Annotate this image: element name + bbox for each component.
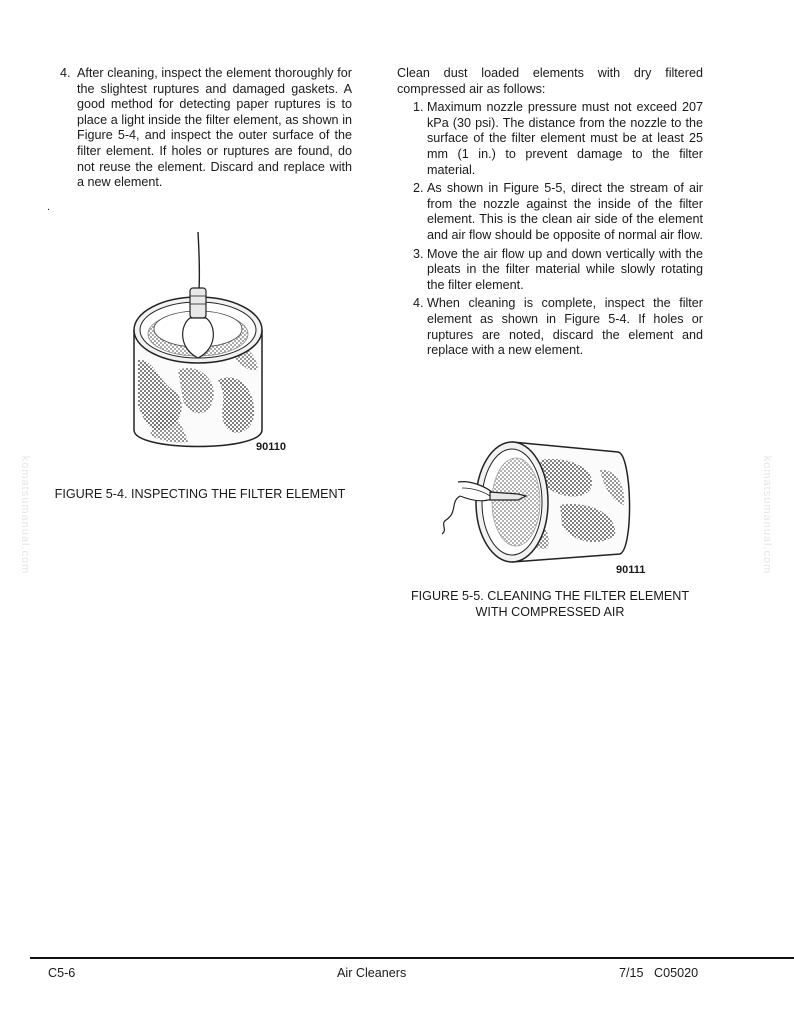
cleaning-intro: Clean dust loaded elements with dry filtered compressed air as follows: <box>397 66 703 96</box>
footer-divider <box>30 957 794 959</box>
step-number: 3. <box>413 246 424 261</box>
step-text: After cleaning, inspect the element thoroughly for the slightest ruptures and damaged gaskets. A good method for detecting paper ruptures is to place a light inside the filter element, as shown in Figure 5-4, and inspect the outer surface of the filter element. If holes or ruptures are found, do not reuse the element. Discard and replace with a new element. <box>77 66 352 190</box>
caption-line-2: WITH COMPRESSED AIR <box>475 604 625 619</box>
step-text: As shown in Figure 5-5, direct the stream of air from the nozzle against the inside of the filter element. This is the clean air side of the element and air flow should be opposite of normal air flow. <box>427 181 703 242</box>
stray-mark: . <box>47 201 51 213</box>
filter-cleaning-illustration <box>440 430 640 572</box>
figure-5-4-id: 90110 <box>256 441 286 453</box>
cleaning-step-2 <box>413 181 703 243</box>
step-number: 1. <box>413 100 424 115</box>
step-number: 2. <box>413 181 424 196</box>
left-column <box>60 66 352 194</box>
footer-date-code: 7/15 C05020 <box>619 966 699 980</box>
right-column <box>397 66 703 362</box>
step-number: 4. <box>413 296 424 311</box>
watermark-left: komatsumanual.com <box>18 455 31 575</box>
step-4-inspect <box>60 66 352 191</box>
cleaning-step-3 <box>413 247 703 294</box>
figure-5-5-id: 90111 <box>616 564 646 576</box>
step-text: Maximum nozzle pressure must not exceed 207 kPa (30 psi). The distance from the nozzle to the surface of the filter element must be at least 25 mm (1 in.) to prevent damage to the filter material. <box>427 100 703 177</box>
footer-section-title: Air Cleaners <box>337 966 407 980</box>
figure-5-5-caption <box>390 589 710 620</box>
step-text: Move the air flow up and down vertically with the pleats in the filter material while slowly rotating the filter element. <box>427 246 703 292</box>
step-text: When cleaning is complete, inspect the filter element as shown in Figure 5-4. If holes or ruptures are noted, discard the element and replace with a new element. <box>427 296 703 358</box>
step-number: 4. <box>60 66 71 80</box>
watermark-right: komatsumanual.com <box>760 455 773 575</box>
figure-5-4-caption: FIGURE 5-4. INSPECTING THE FILTER ELEMENT <box>54 487 346 501</box>
cleaning-step-1 <box>413 100 703 178</box>
caption-line-1: FIGURE 5-5. CLEANING THE FILTER ELEMENT <box>410 589 690 603</box>
filter-inspection-illustration <box>128 230 278 465</box>
footer-page-number: C5-6 <box>48 966 76 980</box>
cleaning-step-4 <box>413 296 703 358</box>
